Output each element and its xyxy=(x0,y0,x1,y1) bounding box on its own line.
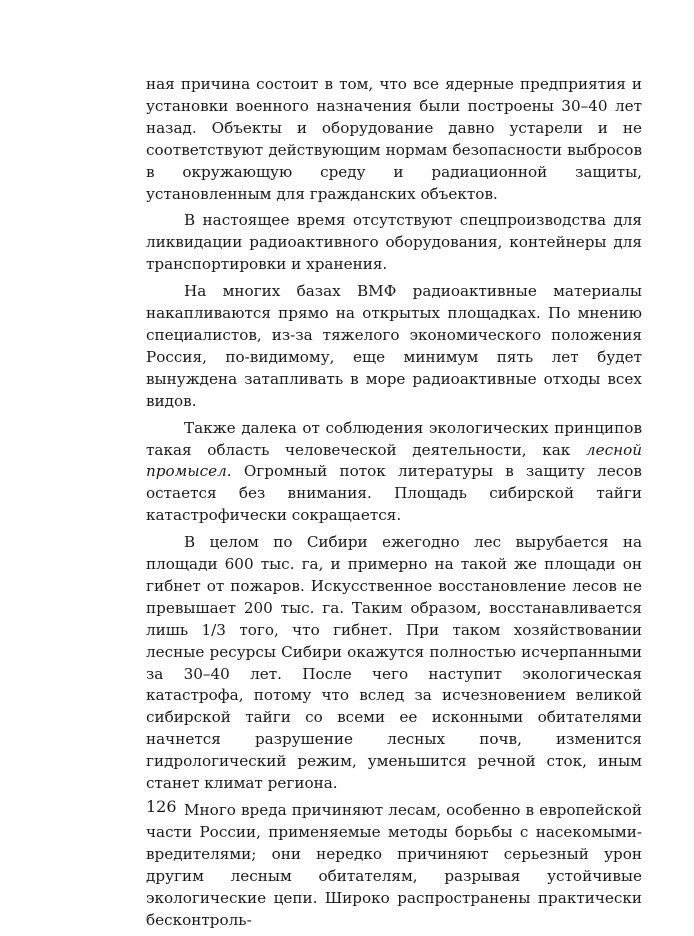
paragraph-2: В настоящее время отсутствуют спецпроизводства для ликвидации радиоактивного оборудования, контейнеры для транспортировки и хранения. xyxy=(146,211,642,274)
paragraph-4-text-before: Также далека от соблюдения экологических принципов такая область человеческой деятельности, как xyxy=(146,418,642,459)
paragraph-4-text-after: Огромный поток литературы в защиту лесов остается без внимания. Площадь сибирской тайги катастрофически сокращается. xyxy=(146,462,642,525)
paragraph-5: В целом по Сибири ежегодно лес вырубается на площади 600 тыс. га, и примерно на такой же площади он гибнет от пожаров. Искусственное восстановление лесов не превышает 200 тыс. га. Таким образом, восстанавливается лишь 1/3 того, что гибнет. При таком хозяйствовании лесные ресурсы Сибири окажутся полностью исчерпанными за 30–40 лет. После чего наступит экологическая катастрофа, потому что вслед за исчезновением великой сибирской тайги со всеми ее исконными обитателями начнется разрушение лесных почв, изменится гидрологический режим, уменьшится речной сток, иным станет климат региона. xyxy=(146,533,642,793)
page-number: 126 xyxy=(146,797,177,816)
paragraph-4 xyxy=(146,418,642,528)
paragraph-3: На многих базах ВМФ радиоактивные материалы накапливаются прямо на открытых площадках. По мнению специалистов, из-за тяжелого экономического положения Россия, по-видимому, еще минимум пять лет будет вынуждена затапливать в море радиоактивные отходы всех видов. xyxy=(146,282,642,410)
paragraph-6: Много вреда причиняют лесам, особенно в европейской части России, применяемые методы борьбы с насекомыми-вредителями; они нередко причиняют серьезный урон другим лесным обитателям, разрывая устойчивые экологические цепи. Широко распространены практически бесконтроль- xyxy=(146,801,642,929)
paragraph-4-italic-term: лесной промысел. xyxy=(146,440,642,481)
page-body xyxy=(146,74,642,936)
paragraph-1: ная причина состоит в том, что все ядерные предприятия и установки военного назначения были построены 30–40 лет назад. Объекты и оборудование давно устарели и не соответствуют действующим нормам безопасности выбросов в окружающую среду и радиационной защиты, установленным для гражданских объектов. xyxy=(146,75,642,203)
